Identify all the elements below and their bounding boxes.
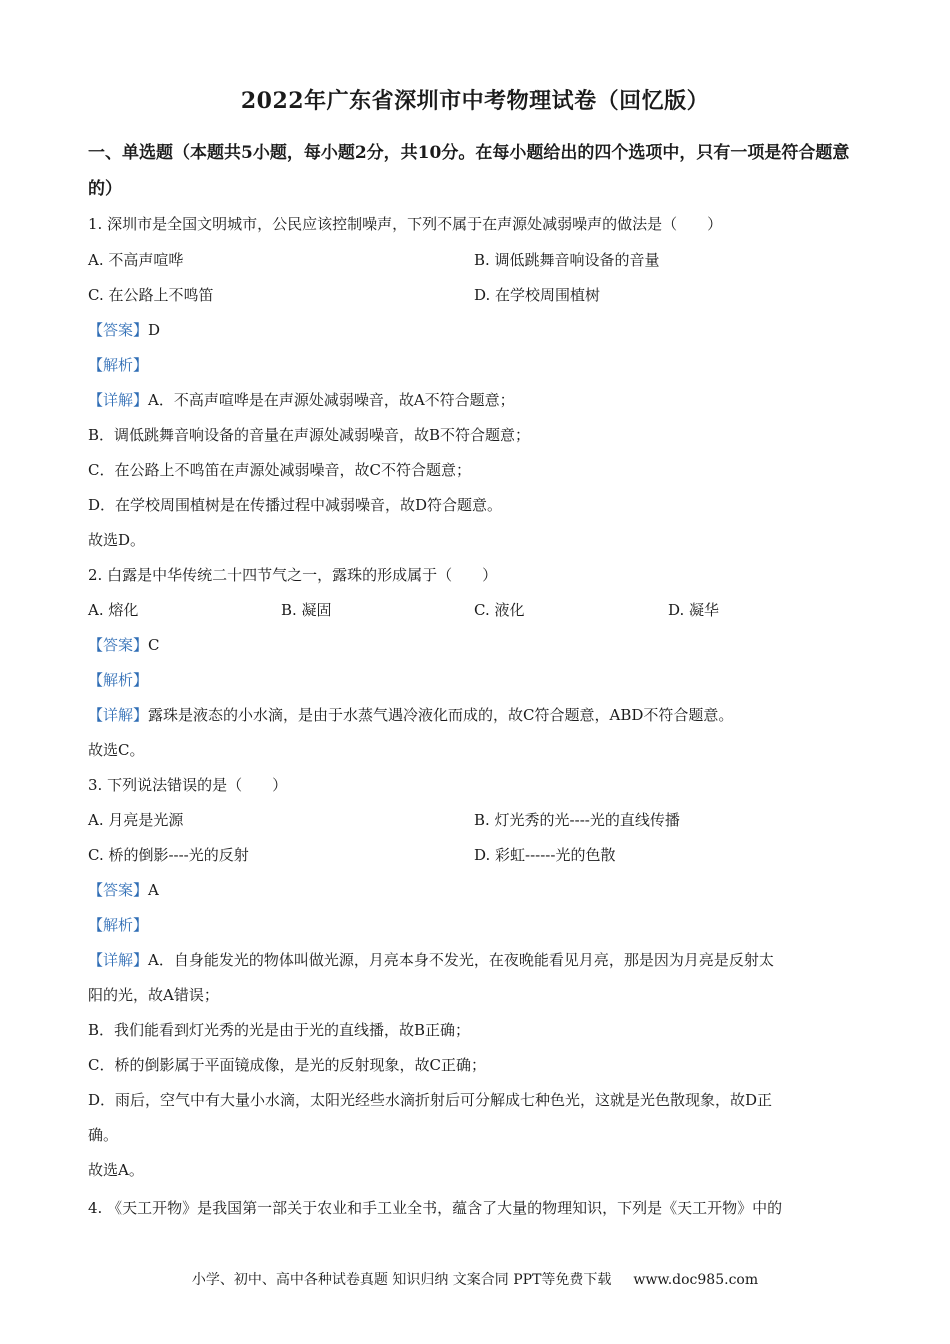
- q1-option-d: D. 在学校周围植树: [474, 286, 601, 304]
- q1-detail: [88, 390, 515, 410]
- q3-detail-line: C．桥的倒影属于平面镜成像，是光的反射现象，故C正确；: [88, 1056, 486, 1074]
- footer-text: 小学、初中、高中各种试卷真题 知识归纳 文案合同 PPT等免费下载: [191, 1272, 612, 1288]
- page-footer: [0, 1269, 950, 1289]
- answer-label: 【答案】: [88, 881, 149, 899]
- q1-detail-line: C．在公路上不鸣笛在声源处减弱噪音，故C不符合题意；: [88, 461, 471, 479]
- answer-label: 【答案】: [88, 636, 149, 654]
- q2-option-c: C. 液化: [474, 601, 525, 619]
- q2-option-b: B. 凝固: [281, 601, 332, 619]
- q3-option-d: D. 彩虹------光的色散: [474, 846, 616, 864]
- analysis-label: 【解析】: [88, 356, 149, 374]
- q2-conclusion: 故选C。: [88, 741, 145, 759]
- q3-detail-line: B．我们能看到灯光秀的光是由于光的直线播，故B正确；: [88, 1021, 471, 1039]
- question-3-stem: 3. 下列说法错误的是（ ）: [88, 776, 288, 794]
- q3-option-a: A. 月亮是光源: [88, 811, 184, 829]
- q2-detail-text: 露珠是液态的小水滴，是由于水蒸气遇冷液化而成的，故C符合题意，ABD不符合题意。: [148, 706, 734, 724]
- q1-option-c: C. 在公路上不鸣笛: [88, 286, 214, 304]
- q3-answer-value: A: [148, 881, 159, 899]
- q1-option-b: B. 调低跳舞音响设备的音量: [474, 251, 660, 269]
- section-heading: 一、单选题（本题共5小题，每小题2分，共10分。在每小题给出的四个选项中，只有一项是符合题意的）: [88, 143, 850, 199]
- q1-analysis: [88, 355, 148, 375]
- q2-detail: [88, 705, 733, 725]
- q1-detail-line: B．调低跳舞音响设备的音量在声源处减弱噪音，故B不符合题意；: [88, 426, 531, 444]
- q1-option-a: A. 不高声喧哗: [88, 251, 184, 269]
- q2-option-d: D. 凝华: [668, 601, 720, 619]
- q3-detail-line: 阳的光，故A错误；: [88, 986, 219, 1004]
- q2-answer-value: C: [148, 636, 160, 654]
- detail-label: 【详解】: [88, 391, 149, 409]
- detail-label: 【详解】: [88, 951, 149, 969]
- q1-answer: [88, 320, 160, 340]
- page-title: 2022年广东省深圳市中考物理试卷（回忆版）: [240, 88, 710, 114]
- answer-label: 【答案】: [88, 321, 149, 339]
- q3-detail-line: 确。: [88, 1126, 119, 1144]
- q3-answer: [88, 880, 159, 900]
- q1-detail-text: A．不高声喧哗是在声源处减弱噪音，故A不符合题意；: [148, 391, 515, 409]
- detail-label: 【详解】: [88, 706, 149, 724]
- question-2-stem: 2. 白露是中华传统二十四节气之一，露珠的形成属于（ ）: [88, 566, 498, 584]
- q3-detail-line: D．雨后，空气中有大量小水滴，太阳光经些水滴折射后可分解成七种色光，这就是光色散现象，故D正: [88, 1091, 773, 1109]
- q3-option-c: C. 桥的倒影----光的反射: [88, 846, 249, 864]
- q3-analysis: [88, 915, 148, 935]
- analysis-label: 【解析】: [88, 916, 149, 934]
- question-1-stem: 1. 深圳市是全国文明城市，公民应该控制噪声，下列不属于在声源处减弱噪声的做法是（ ）: [88, 215, 723, 233]
- q3-detail: [88, 950, 774, 970]
- q3-conclusion: 故选A。: [88, 1161, 144, 1179]
- q1-detail-line: D．在学校周围植树是在传播过程中减弱噪音，故D符合题意。: [88, 496, 503, 514]
- q2-analysis: [88, 670, 148, 690]
- q1-conclusion: 故选D。: [88, 531, 146, 549]
- q1-answer-value: D: [148, 321, 161, 339]
- question-4-stem: 4. 《天工开物》是我国第一部关于农业和手工业全书，蕴含了大量的物理知识，下列是《天工开物》中的: [88, 1199, 783, 1217]
- q2-option-a: A. 熔化: [88, 601, 139, 619]
- q3-option-b: B. 灯光秀的光----光的直线传播: [474, 811, 680, 829]
- q2-answer: [88, 635, 160, 655]
- analysis-label: 【解析】: [88, 671, 149, 689]
- footer-site-link[interactable]: www.doc985.com: [633, 1272, 759, 1288]
- q3-detail-text: A．自身能发光的物体叫做光源，月亮本身不发光，在夜晚能看见月亮，那是因为月亮是反射太: [148, 951, 774, 969]
